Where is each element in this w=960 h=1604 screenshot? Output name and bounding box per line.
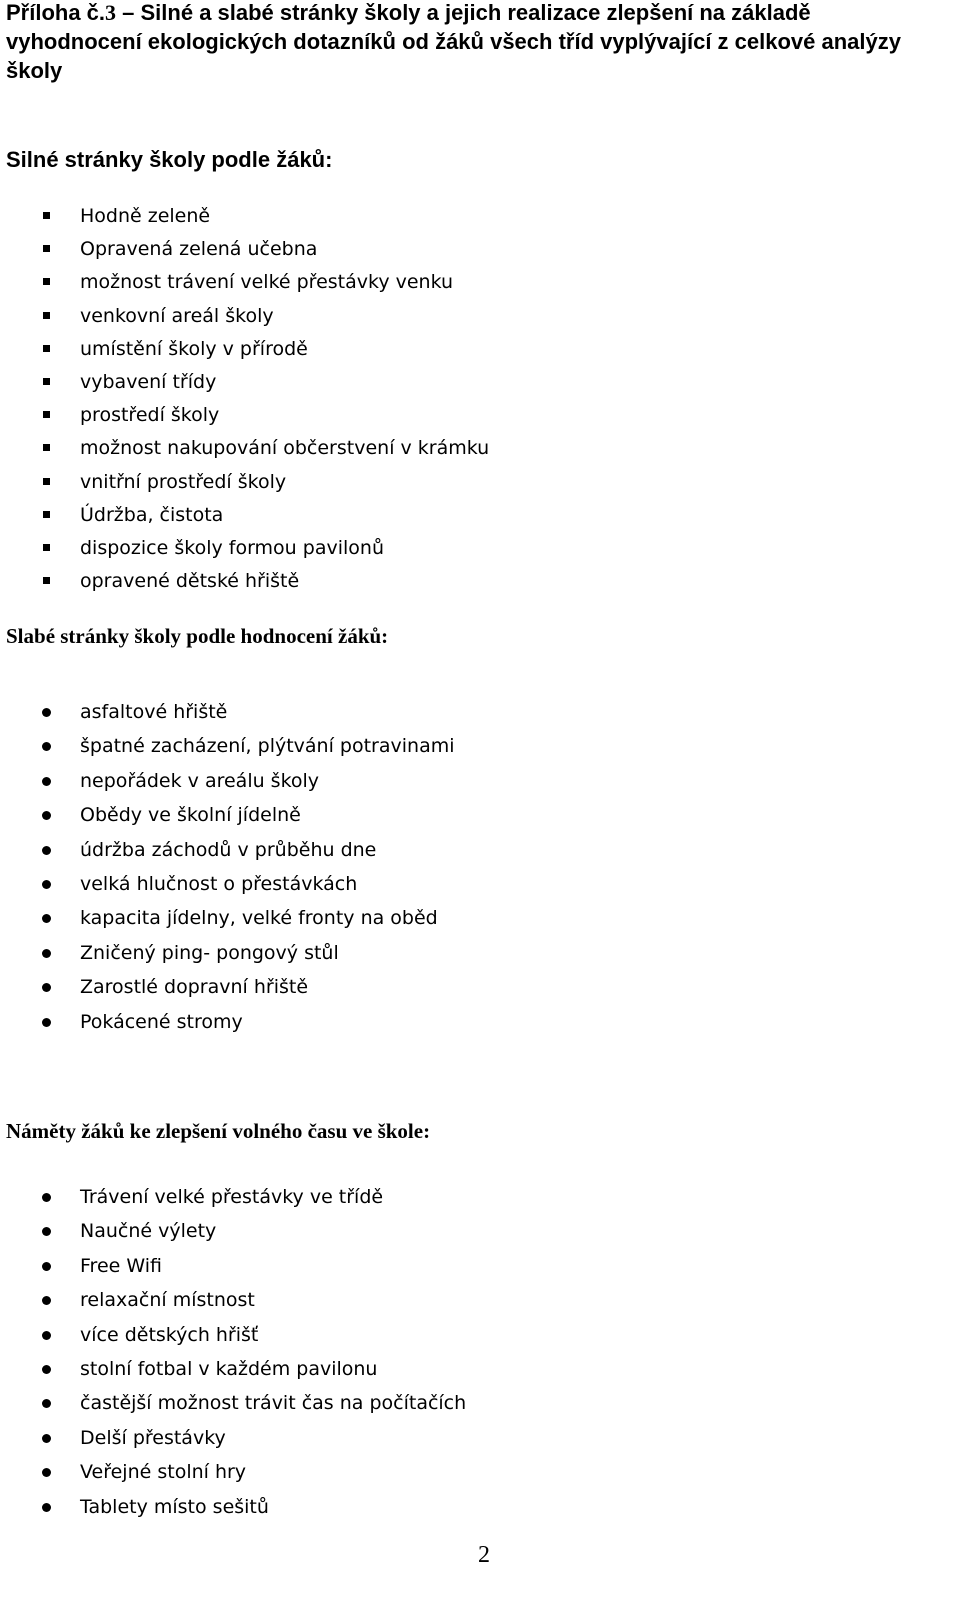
list-item-text: častější možnost trávit čas na počítačích bbox=[80, 1392, 467, 1415]
title-lead: Příloha č. bbox=[6, 0, 106, 25]
weaknesses-heading: Slabé stránky školy podle hodnocení žáků: bbox=[6, 624, 389, 648]
suggestion-item bbox=[0, 1283, 900, 1317]
strength-item bbox=[0, 532, 900, 565]
title-rest: – Silné a slabé stránky školy a jejich realizace zlepšení na základě vyhodnocení ekologických dotazníků od žáků všech tříd vyplývající z celkové analýzy školy bbox=[6, 0, 901, 83]
square-bullet-icon bbox=[43, 212, 50, 219]
weakness-item bbox=[0, 729, 900, 763]
list-item-text: možnost trávení velké přestávky venku bbox=[80, 271, 454, 294]
list-item-text: Free Wifi bbox=[80, 1254, 162, 1277]
round-bullet-icon bbox=[42, 742, 51, 751]
square-bullet-icon bbox=[43, 511, 50, 518]
strength-item bbox=[0, 565, 900, 598]
suggestion-item bbox=[0, 1318, 900, 1352]
round-bullet-icon bbox=[42, 1331, 51, 1340]
list-item-text: dispozice školy formou pavilonů bbox=[80, 536, 384, 559]
strengths-heading: Silné stránky školy podle žáků: bbox=[6, 147, 333, 172]
list-item-text: Zarostlé dopravní hřiště bbox=[80, 976, 309, 999]
round-bullet-icon bbox=[42, 1503, 51, 1512]
list-item-text: Pokácené stromy bbox=[80, 1010, 243, 1033]
strength-item bbox=[0, 200, 900, 233]
list-item-text: umístění školy v přírodě bbox=[80, 337, 308, 360]
round-bullet-icon bbox=[42, 1193, 51, 1202]
weakness-item bbox=[0, 901, 900, 935]
suggestion-item bbox=[0, 1490, 900, 1524]
round-bullet-icon bbox=[42, 1296, 51, 1305]
suggestion-item bbox=[0, 1180, 900, 1214]
weakness-item bbox=[0, 764, 900, 798]
list-item-text: Delší přestávky bbox=[80, 1426, 226, 1449]
list-item-text: nepořádek v areálu školy bbox=[80, 769, 320, 792]
round-bullet-icon bbox=[42, 1434, 51, 1443]
suggestions-list bbox=[0, 1180, 900, 1524]
list-item-text: relaxační místnost bbox=[80, 1289, 255, 1312]
list-item-text: stolní fotbal v každém pavilonu bbox=[80, 1357, 378, 1380]
weakness-item bbox=[0, 1005, 900, 1039]
list-item-text: Veřejné stolní hry bbox=[80, 1461, 247, 1484]
list-item-text: údržba záchodů v průběhu dne bbox=[80, 838, 377, 861]
weakness-item bbox=[0, 833, 900, 867]
document-title bbox=[6, 0, 946, 85]
round-bullet-icon bbox=[42, 1399, 51, 1408]
strength-item bbox=[0, 399, 900, 432]
list-item-text: Naučné výlety bbox=[80, 1220, 217, 1243]
list-item-text: kapacita jídelny, velké fronty na oběd bbox=[80, 907, 438, 930]
suggestion-item bbox=[0, 1455, 900, 1489]
round-bullet-icon bbox=[42, 1468, 51, 1477]
strength-item bbox=[0, 300, 900, 333]
weakness-item bbox=[0, 936, 900, 970]
square-bullet-icon bbox=[43, 378, 50, 385]
round-bullet-icon bbox=[42, 914, 51, 923]
square-bullet-icon bbox=[43, 411, 50, 418]
round-bullet-icon bbox=[42, 1227, 51, 1236]
list-item-text: možnost nakupování občerstvení v krámku bbox=[80, 437, 490, 460]
list-item-text: více dětských hřišť bbox=[80, 1323, 259, 1346]
list-item-text: vnitřní prostředí školy bbox=[80, 470, 287, 493]
list-item-text: špatné zacházení, plýtvání potravinami bbox=[80, 735, 455, 758]
suggestion-item bbox=[0, 1386, 900, 1420]
title-number: 3 bbox=[105, 0, 117, 25]
square-bullet-icon bbox=[43, 312, 50, 319]
list-item-text: venkovní areál školy bbox=[80, 304, 274, 327]
strength-item bbox=[0, 466, 900, 499]
square-bullet-icon bbox=[43, 245, 50, 252]
suggestions-heading: Náměty žáků ke zlepšení volného času ve škole: bbox=[6, 1119, 431, 1143]
list-item-text: prostředí školy bbox=[80, 404, 220, 427]
weakness-item bbox=[0, 867, 900, 901]
strength-item bbox=[0, 366, 900, 399]
list-item-text: opravené dětské hřiště bbox=[80, 570, 300, 593]
weaknesses-list bbox=[0, 695, 900, 1039]
strength-item bbox=[0, 499, 900, 532]
strength-item bbox=[0, 333, 900, 366]
round-bullet-icon bbox=[42, 1018, 51, 1027]
strength-item bbox=[0, 432, 900, 465]
suggestion-item bbox=[0, 1352, 900, 1386]
square-bullet-icon bbox=[43, 278, 50, 285]
suggestion-item bbox=[0, 1249, 900, 1283]
weakness-item bbox=[0, 798, 900, 832]
round-bullet-icon bbox=[42, 1365, 51, 1374]
page-number: 2 bbox=[478, 1542, 490, 1568]
round-bullet-icon bbox=[42, 949, 51, 958]
list-item-text: Tablety místo sešitů bbox=[80, 1495, 269, 1518]
list-item-text: Obědy ve školní jídelně bbox=[80, 804, 301, 827]
square-bullet-icon bbox=[43, 577, 50, 584]
strength-item bbox=[0, 233, 900, 266]
round-bullet-icon bbox=[42, 708, 51, 717]
square-bullet-icon bbox=[43, 444, 50, 451]
round-bullet-icon bbox=[42, 846, 51, 855]
weakness-item bbox=[0, 970, 900, 1004]
list-item-text: Zničený ping- pongový stůl bbox=[80, 941, 339, 964]
list-item-text: asfaltové hřiště bbox=[80, 701, 228, 723]
round-bullet-icon bbox=[42, 1262, 51, 1271]
square-bullet-icon bbox=[43, 478, 50, 485]
square-bullet-icon bbox=[43, 345, 50, 352]
list-item-text: velká hlučnost o přestávkách bbox=[80, 872, 358, 895]
list-item-text: Trávení velké přestávky ve třídě bbox=[80, 1186, 384, 1208]
round-bullet-icon bbox=[42, 880, 51, 889]
list-item-text: vybavení třídy bbox=[80, 370, 217, 393]
round-bullet-icon bbox=[42, 983, 51, 992]
list-item-text: Údržba, čistota bbox=[80, 503, 224, 526]
strength-item bbox=[0, 266, 900, 299]
square-bullet-icon bbox=[43, 544, 50, 551]
strengths-list bbox=[0, 200, 900, 598]
round-bullet-icon bbox=[42, 777, 51, 786]
weakness-item bbox=[0, 695, 900, 729]
round-bullet-icon bbox=[42, 811, 51, 820]
suggestion-item bbox=[0, 1214, 900, 1248]
list-item-text: Opravená zelená učebna bbox=[80, 238, 318, 261]
list-item-text: Hodně zeleně bbox=[80, 205, 211, 227]
suggestion-item bbox=[0, 1421, 900, 1455]
